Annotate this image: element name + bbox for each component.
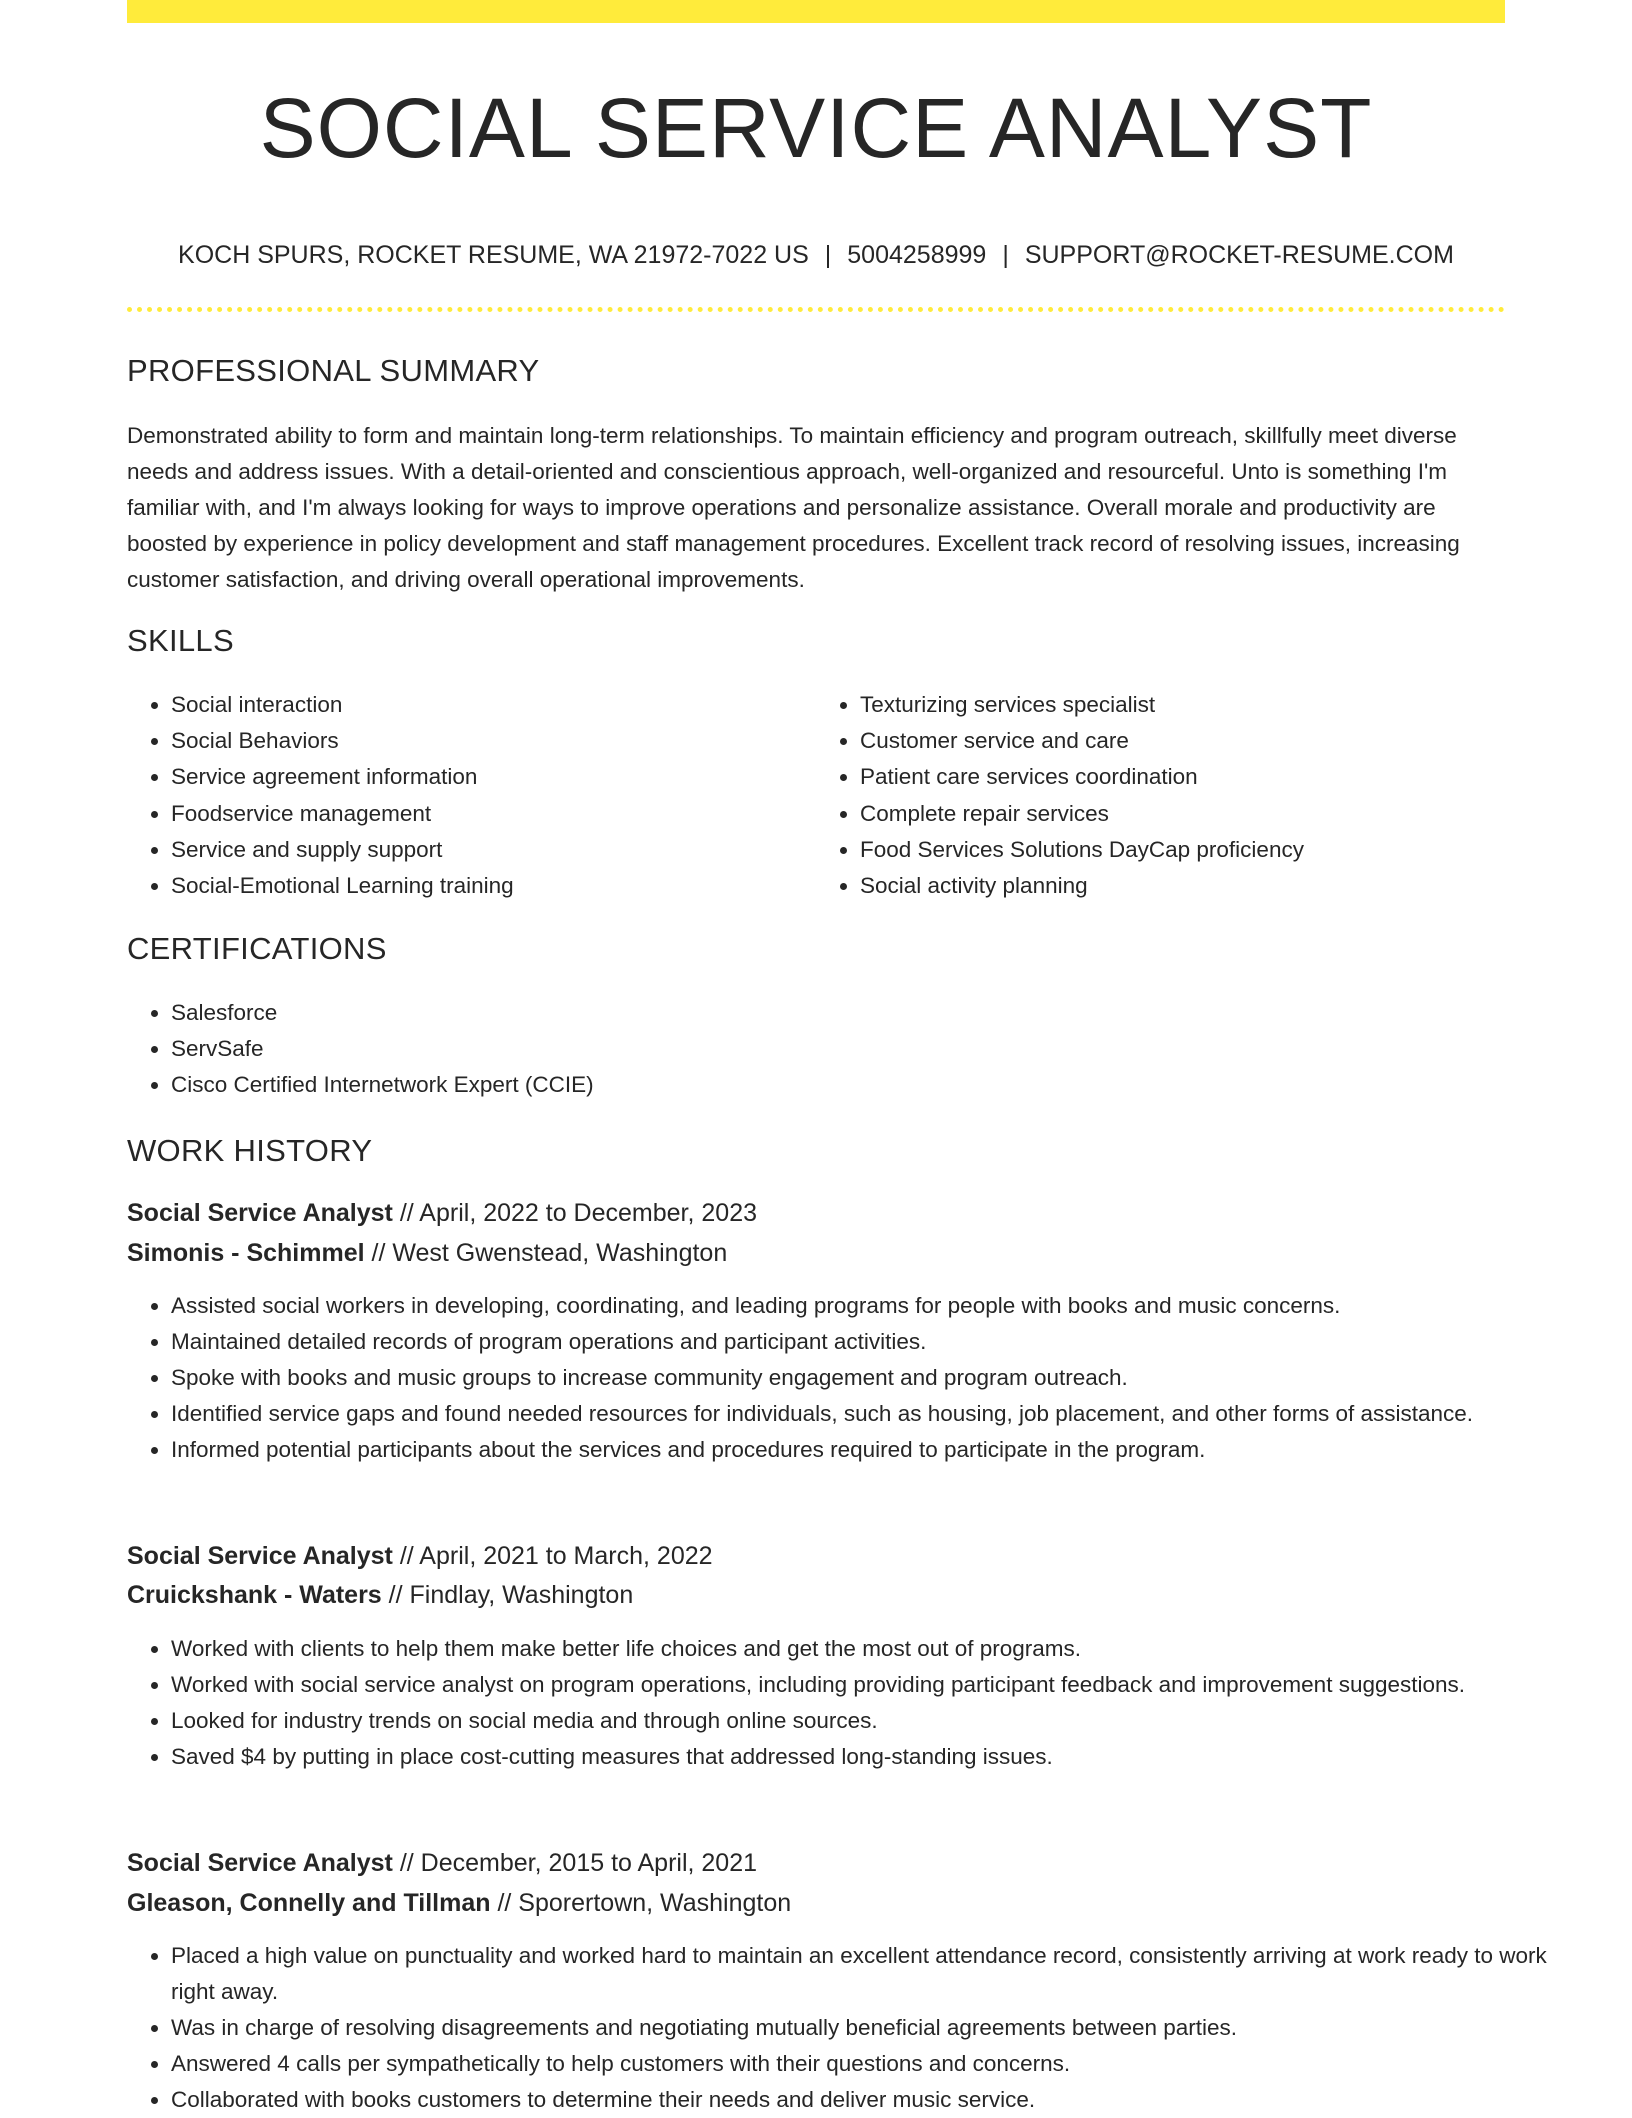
job-location: // Sporertown, Washington <box>497 1889 792 1917</box>
skill-item: • Social Behaviors <box>171 723 816 759</box>
job-title: Social Service Analyst <box>127 1199 393 1227</box>
phone: 5004258999 <box>847 241 987 269</box>
job-location: // Findlay, Washington <box>388 1581 634 1609</box>
job-company: Cruickshank - Waters <box>127 1581 382 1609</box>
job-bullet: • Spoke with books and music groups to increase community engagement and program outreach. <box>171 1360 1549 1396</box>
job-bullet: • Placed a high value on punctuality and worked hard to maintain an excellent attendance record, consistently arriving at work ready to work right away. <box>171 1938 1549 2010</box>
job-title: Social Service Analyst <box>127 1849 393 1877</box>
job-bullets <box>127 1631 1549 1775</box>
job-bullet: • Identified service gaps and found needed resources for individuals, such as housing, job placement, and other forms of assistance. <box>171 1396 1549 1432</box>
skill-item: • Social-Emotional Learning training <box>171 868 816 904</box>
certification-item: • Salesforce <box>171 995 594 1031</box>
job-company: Simonis - Schimmel <box>127 1239 365 1267</box>
job-bullet: • Saved $4 by putting in place cost-cutting measures that addressed long-standing issues. <box>171 1739 1549 1775</box>
address: KOCH SPURS, ROCKET RESUME, WA 21972-7022 US <box>178 241 809 269</box>
job-dates: // December, 2015 to April, 2021 <box>399 1849 758 1877</box>
contact-line <box>127 236 1505 274</box>
skills-heading: SKILLS <box>127 623 234 658</box>
job-bullets <box>127 1288 1549 1468</box>
summary-heading: PROFESSIONAL SUMMARY <box>127 353 540 388</box>
skill-item: • Foodservice management <box>171 796 816 832</box>
job-bullet: • Assisted social workers in developing, coordinating, and leading programs for people with books and music concerns. <box>171 1288 1549 1324</box>
skill-item: • Service agreement information <box>171 759 816 795</box>
certifications-heading: CERTIFICATIONS <box>127 931 387 966</box>
job-bullet: • Looked for industry trends on social media and through online sources. <box>171 1703 1549 1739</box>
job-location: // West Gwenstead, Washington <box>371 1239 728 1267</box>
skills-list-left <box>127 687 816 904</box>
job-company: Gleason, Connelly and Tillman <box>127 1889 491 1917</box>
job-dates: // April, 2021 to March, 2022 <box>399 1542 713 1570</box>
skill-item: • Social activity planning <box>860 868 1505 904</box>
skill-item: • Customer service and care <box>860 723 1505 759</box>
job-company-line <box>127 1885 791 1921</box>
job-title-line <box>127 1538 713 1574</box>
job-company-line <box>127 1577 633 1613</box>
top-accent-bar <box>127 0 1505 23</box>
skill-item: • Patient care services coordination <box>860 759 1505 795</box>
job-bullet: • Maintained detailed records of program operations and participant activities. <box>171 1324 1549 1360</box>
certification-item: • ServSafe <box>171 1031 594 1067</box>
certification-item: • Cisco Certified Internetwork Expert (CCIE) <box>171 1067 594 1103</box>
skills-columns <box>127 687 1505 904</box>
job-bullet: • Collaborated with books customers to determine their needs and deliver music service. <box>171 2082 1549 2118</box>
skills-list-right <box>816 687 1505 904</box>
email: SUPPORT@ROCKET-RESUME.COM <box>1024 241 1454 269</box>
job-bullet: • Worked with social service analyst on program operations, including providing participant feedback and improvement suggestions. <box>171 1667 1549 1703</box>
certifications-list <box>127 995 594 1103</box>
job-bullet: • Answered 4 calls per sympathetically to help customers with their questions and concerns. <box>171 2046 1549 2082</box>
job-company-line <box>127 1235 727 1271</box>
job-bullet: • Worked with clients to help them make better life choices and get the most out of programs. <box>171 1631 1549 1667</box>
skill-item: • Texturizing services specialist <box>860 687 1505 723</box>
job-title-line <box>127 1195 757 1231</box>
separator: | <box>1002 241 1009 269</box>
job-bullet: • Informed potential participants about the services and procedures required to participate in the program. <box>171 1432 1549 1468</box>
skill-item: • Service and supply support <box>171 832 816 868</box>
skill-item: • Food Services Solutions DayCap proficiency <box>860 832 1505 868</box>
dotted-divider <box>127 307 1505 312</box>
job-dates: // April, 2022 to December, 2023 <box>399 1199 758 1227</box>
skill-item: • Complete repair services <box>860 796 1505 832</box>
work-history-heading: WORK HISTORY <box>127 1133 373 1168</box>
candidate-name: SOCIAL SERVICE ANALYST <box>259 81 1373 175</box>
summary-text: Demonstrated ability to form and maintain long-term relationships. To maintain efficiency and program outreach, skillfully meet diverse needs and address issues. With a detail-oriented and conscientious approach, well-organized and resourceful. Unto is something I'm familiar with, and I'm always looking for ways to improve operations and personalize assistance. Overall morale and productivity are boosted by experience in policy development and staff management procedures. Excellent track record of resolving issues, increasing customer satisfaction, and driving overall operational improvements. <box>127 423 1460 592</box>
job-title: Social Service Analyst <box>127 1542 393 1570</box>
job-bullets <box>127 1938 1549 2118</box>
job-title-line <box>127 1845 757 1881</box>
skill-item: • Social interaction <box>171 687 816 723</box>
separator: | <box>824 241 832 269</box>
job-bullet: • Was in charge of resolving disagreements and negotiating mutually beneficial agreements between parties. <box>171 2010 1549 2046</box>
